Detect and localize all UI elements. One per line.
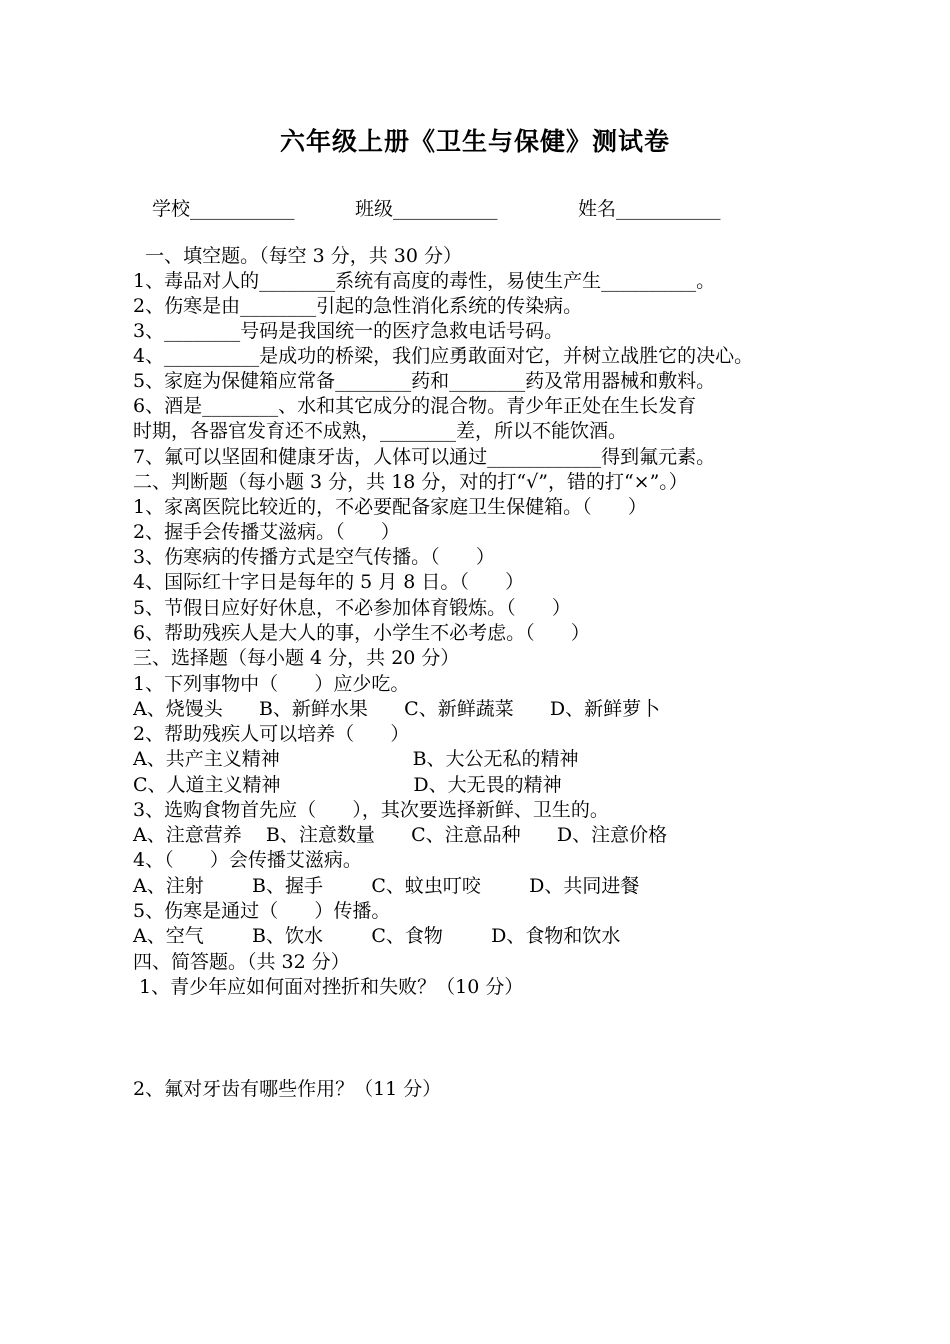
- question-line: 2、伤寒是由________引起的急性消化系统的传染病。: [133, 295, 583, 317]
- question-line: 5、节假日应好好休息，不必参加体育锻炼。（ ）: [133, 597, 571, 619]
- question-line: 5、伤寒是通过（ ）传播。: [133, 900, 391, 922]
- question-line: 1、青少年应如何面对挫折和失败？（10 分）: [133, 976, 524, 998]
- question-line: 2、握手会传播艾滋病。（ ）: [133, 521, 400, 543]
- choice-options: A、注意营养 B、注意数量 C、注意品种 D、注意价格: [133, 824, 668, 846]
- question-line: 1、下列事物中（ ）应少吃。: [133, 673, 410, 695]
- choice-options: A、共产主义精神 B、大公无私的精神: [133, 748, 579, 770]
- choice-options: A、烧馒头 B、新鲜水果 C、新鲜蔬菜 D、新鲜萝卜: [133, 698, 661, 720]
- question-line: 1、家离医院比较近的，不必要配备家庭卫生保健箱。（ ）: [133, 496, 647, 518]
- section-2-heading: 二、判断题（每小题 3 分，共 18 分，对的打“√”，错的打“×”。）: [133, 471, 688, 493]
- question-line: 1、毒品对人的________系统有高度的毒性，易使生产生__________。: [133, 270, 716, 292]
- class-field-label: 班级___________: [355, 198, 498, 220]
- question-line: 3、选购食物首先应（ ），其次要选择新鲜、卫生的。: [133, 799, 609, 821]
- question-line: 2、氟对牙齿有哪些作用？（11 分）: [133, 1078, 442, 1100]
- choice-options: A、空气 B、饮水 C、食物 D、食物和饮水: [133, 925, 621, 947]
- section-1-heading: 一、填空题。（每空 3 分，共 30 分）: [133, 245, 463, 267]
- section-3-heading: 三、选择题（每小题 4 分，共 20 分）: [133, 647, 460, 669]
- question-line: 4、（ ）会传播艾滋病。: [133, 849, 362, 871]
- question-line: 6、帮助残疾人是大人的事，小学生不必考虑。（ ）: [133, 622, 590, 644]
- question-line: 时期，各器官发育还不成熟，________差，所以不能饮酒。: [133, 420, 628, 442]
- question-line: 6、酒是________、水和其它成分的混合物。青少年正处在生长发育: [133, 395, 697, 417]
- school-field-label: 学校___________: [152, 198, 295, 220]
- question-line: 3、________号码是我国统一的医疗急救电话号码。: [133, 320, 564, 342]
- question-line: 5、家庭为保健箱应常备________药和________药及常用器械和敷料。: [133, 370, 716, 392]
- choice-options: A、注射 B、握手 C、蚊虫叮咬 D、共同进餐: [133, 875, 640, 897]
- name-field-label: 姓名___________: [578, 198, 721, 220]
- question-line: 7、氟可以坚固和健康牙齿，人体可以通过____________得到氟元素。: [133, 446, 716, 468]
- section-4-heading: 四、简答题。（共 32 分）: [133, 951, 350, 973]
- question-line: 3、伤寒病的传播方式是空气传播。（ ）: [133, 546, 495, 568]
- question-line: 2、帮助残疾人可以培养（ ）: [133, 723, 410, 745]
- choice-options: C、人道主义精神 D、大无畏的精神: [133, 774, 562, 796]
- page-title: 六年级上册《卫生与保健》测试卷: [279, 127, 670, 156]
- question-line: 4、国际红十字日是每年的 5 月 8 日。（ ）: [133, 571, 525, 593]
- question-line: 4、__________是成功的桥梁，我们应勇敢面对它，并树立战胜它的决心。: [133, 345, 754, 367]
